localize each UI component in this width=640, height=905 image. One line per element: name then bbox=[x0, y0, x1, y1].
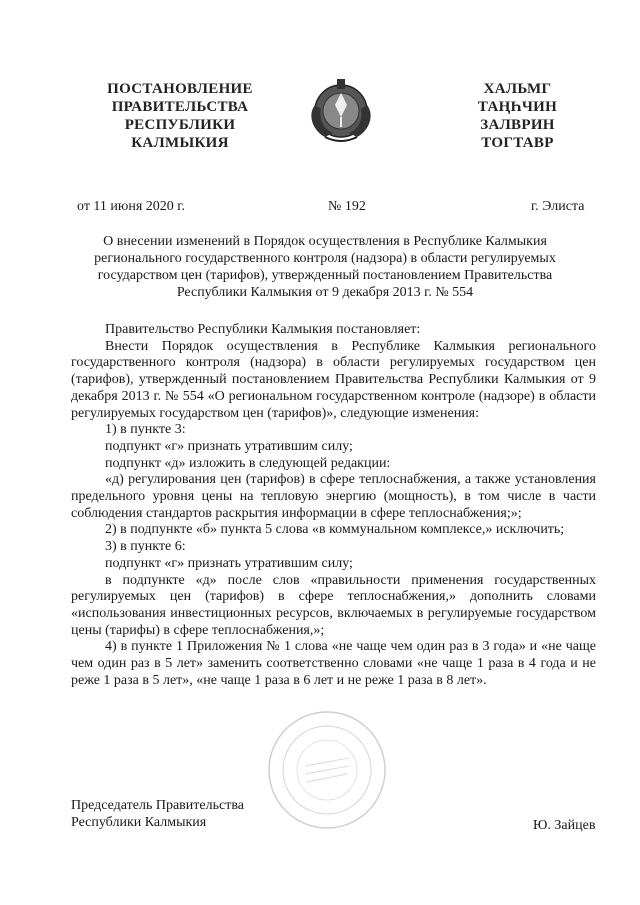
title-line: Республики Калмыкия от 9 декабря 2013 г. № 554 bbox=[176, 285, 474, 300]
header-left-line: РЕСПУБЛИКИ bbox=[124, 117, 236, 133]
title-line: О внесении изменений в Порядок осуществления в Республике Калмыкия bbox=[103, 234, 547, 249]
document-body bbox=[71, 322, 596, 689]
signatory-position bbox=[71, 797, 244, 831]
signatory-position-line: Республики Калмыкия bbox=[71, 815, 207, 830]
body-paragraph: 2) в подпункте «б» пункта 5 слова «в коммунальном комплексе,» исключить; bbox=[105, 522, 565, 538]
document-title bbox=[85, 233, 565, 301]
title-line: регионального государственного контроля (надзора) в области регулируемых bbox=[94, 251, 556, 266]
header-right-line: ТАҢҺЧИН bbox=[477, 99, 558, 115]
body-paragraph: в подпункте «д» после слов «правильности применения государственных регулируемых цен (тарифов) в сфере теплоснабжения,» дополнить словами «использования инвестиционных ресурсов, включаемых в регулируемые государством цены (тарифы) в сфере теплоснабжения,»; bbox=[71, 572, 596, 638]
body-paragraph: Правительство Республики Калмыкия постановляет: bbox=[105, 322, 421, 337]
body-paragraph: подпункт «г» признать утратившим силу; bbox=[105, 438, 353, 454]
header-right-line: ЗАЛВРИН bbox=[480, 117, 555, 133]
body-paragraph: подпункт «д» изложить в следующей редакции: bbox=[105, 455, 391, 471]
title-line: государством цен (тарифов), утвержденный постановлением Правительства bbox=[97, 268, 553, 283]
body-paragraph: «д) регулирования цен (тарифов) в сфере теплоснабжения, а также установления предельного уровня цены на тепловую энергию (мощность), в том числе в части соблюдения стандартов раскрытия информации в сфере теплоснабжения;»; bbox=[71, 472, 596, 521]
header-right-title bbox=[455, 80, 580, 152]
body-paragraph: 1) в пункте 3: bbox=[105, 422, 186, 438]
republic-coat-of-arms-icon bbox=[303, 75, 379, 145]
body-paragraph: 3) в пункте 6: bbox=[105, 539, 186, 555]
header-right-line: ХАЛЬМГ bbox=[483, 81, 552, 97]
body-paragraph: 4) в пункте 1 Приложения № 1 слова «не чаще чем один раз в 3 года» и «не чаще чем один раз в 5 лет» заменить соответственно словами «не чаще 1 раза в 4 года и не реже 1 раза в 5 лет», «не чаще 1 раза в 6 лет и не реже 1 раза в 8 лет». bbox=[71, 639, 596, 688]
signatory-name: Ю. Зайцев bbox=[533, 818, 596, 833]
document-number: № 192 bbox=[328, 199, 366, 214]
official-seal-stamp bbox=[265, 708, 390, 833]
document-date: от 11 июня 2020 г. bbox=[77, 199, 185, 214]
header-left-title bbox=[95, 80, 265, 152]
body-paragraph: Внести Порядок осуществления в Республике Калмыкия регионального государственного контроля (надзора) в области регулируемых государством цен (тарифов), утвержденный постановлением Правительства Республики Калмыкия от 9 декабря 2013 г. № 554 «О региональном государственном контроле (надзоре) в области регулируемых государством цен (тарифов)», следующие изменения: bbox=[71, 338, 596, 421]
header-left-line: ПОСТАНОВЛЕНИЕ bbox=[107, 81, 253, 97]
signatory-position-line: Председатель Правительства bbox=[71, 798, 244, 813]
body-paragraph: подпункт «г» признать утратившим силу; bbox=[105, 555, 353, 571]
document-city: г. Элиста bbox=[531, 199, 585, 214]
header-right-line: ТОГТАВР bbox=[481, 135, 554, 151]
header-left-line: ПРАВИТЕЛЬСТВА bbox=[111, 99, 249, 115]
header-left-line: КАЛМЫКИЯ bbox=[131, 135, 229, 151]
